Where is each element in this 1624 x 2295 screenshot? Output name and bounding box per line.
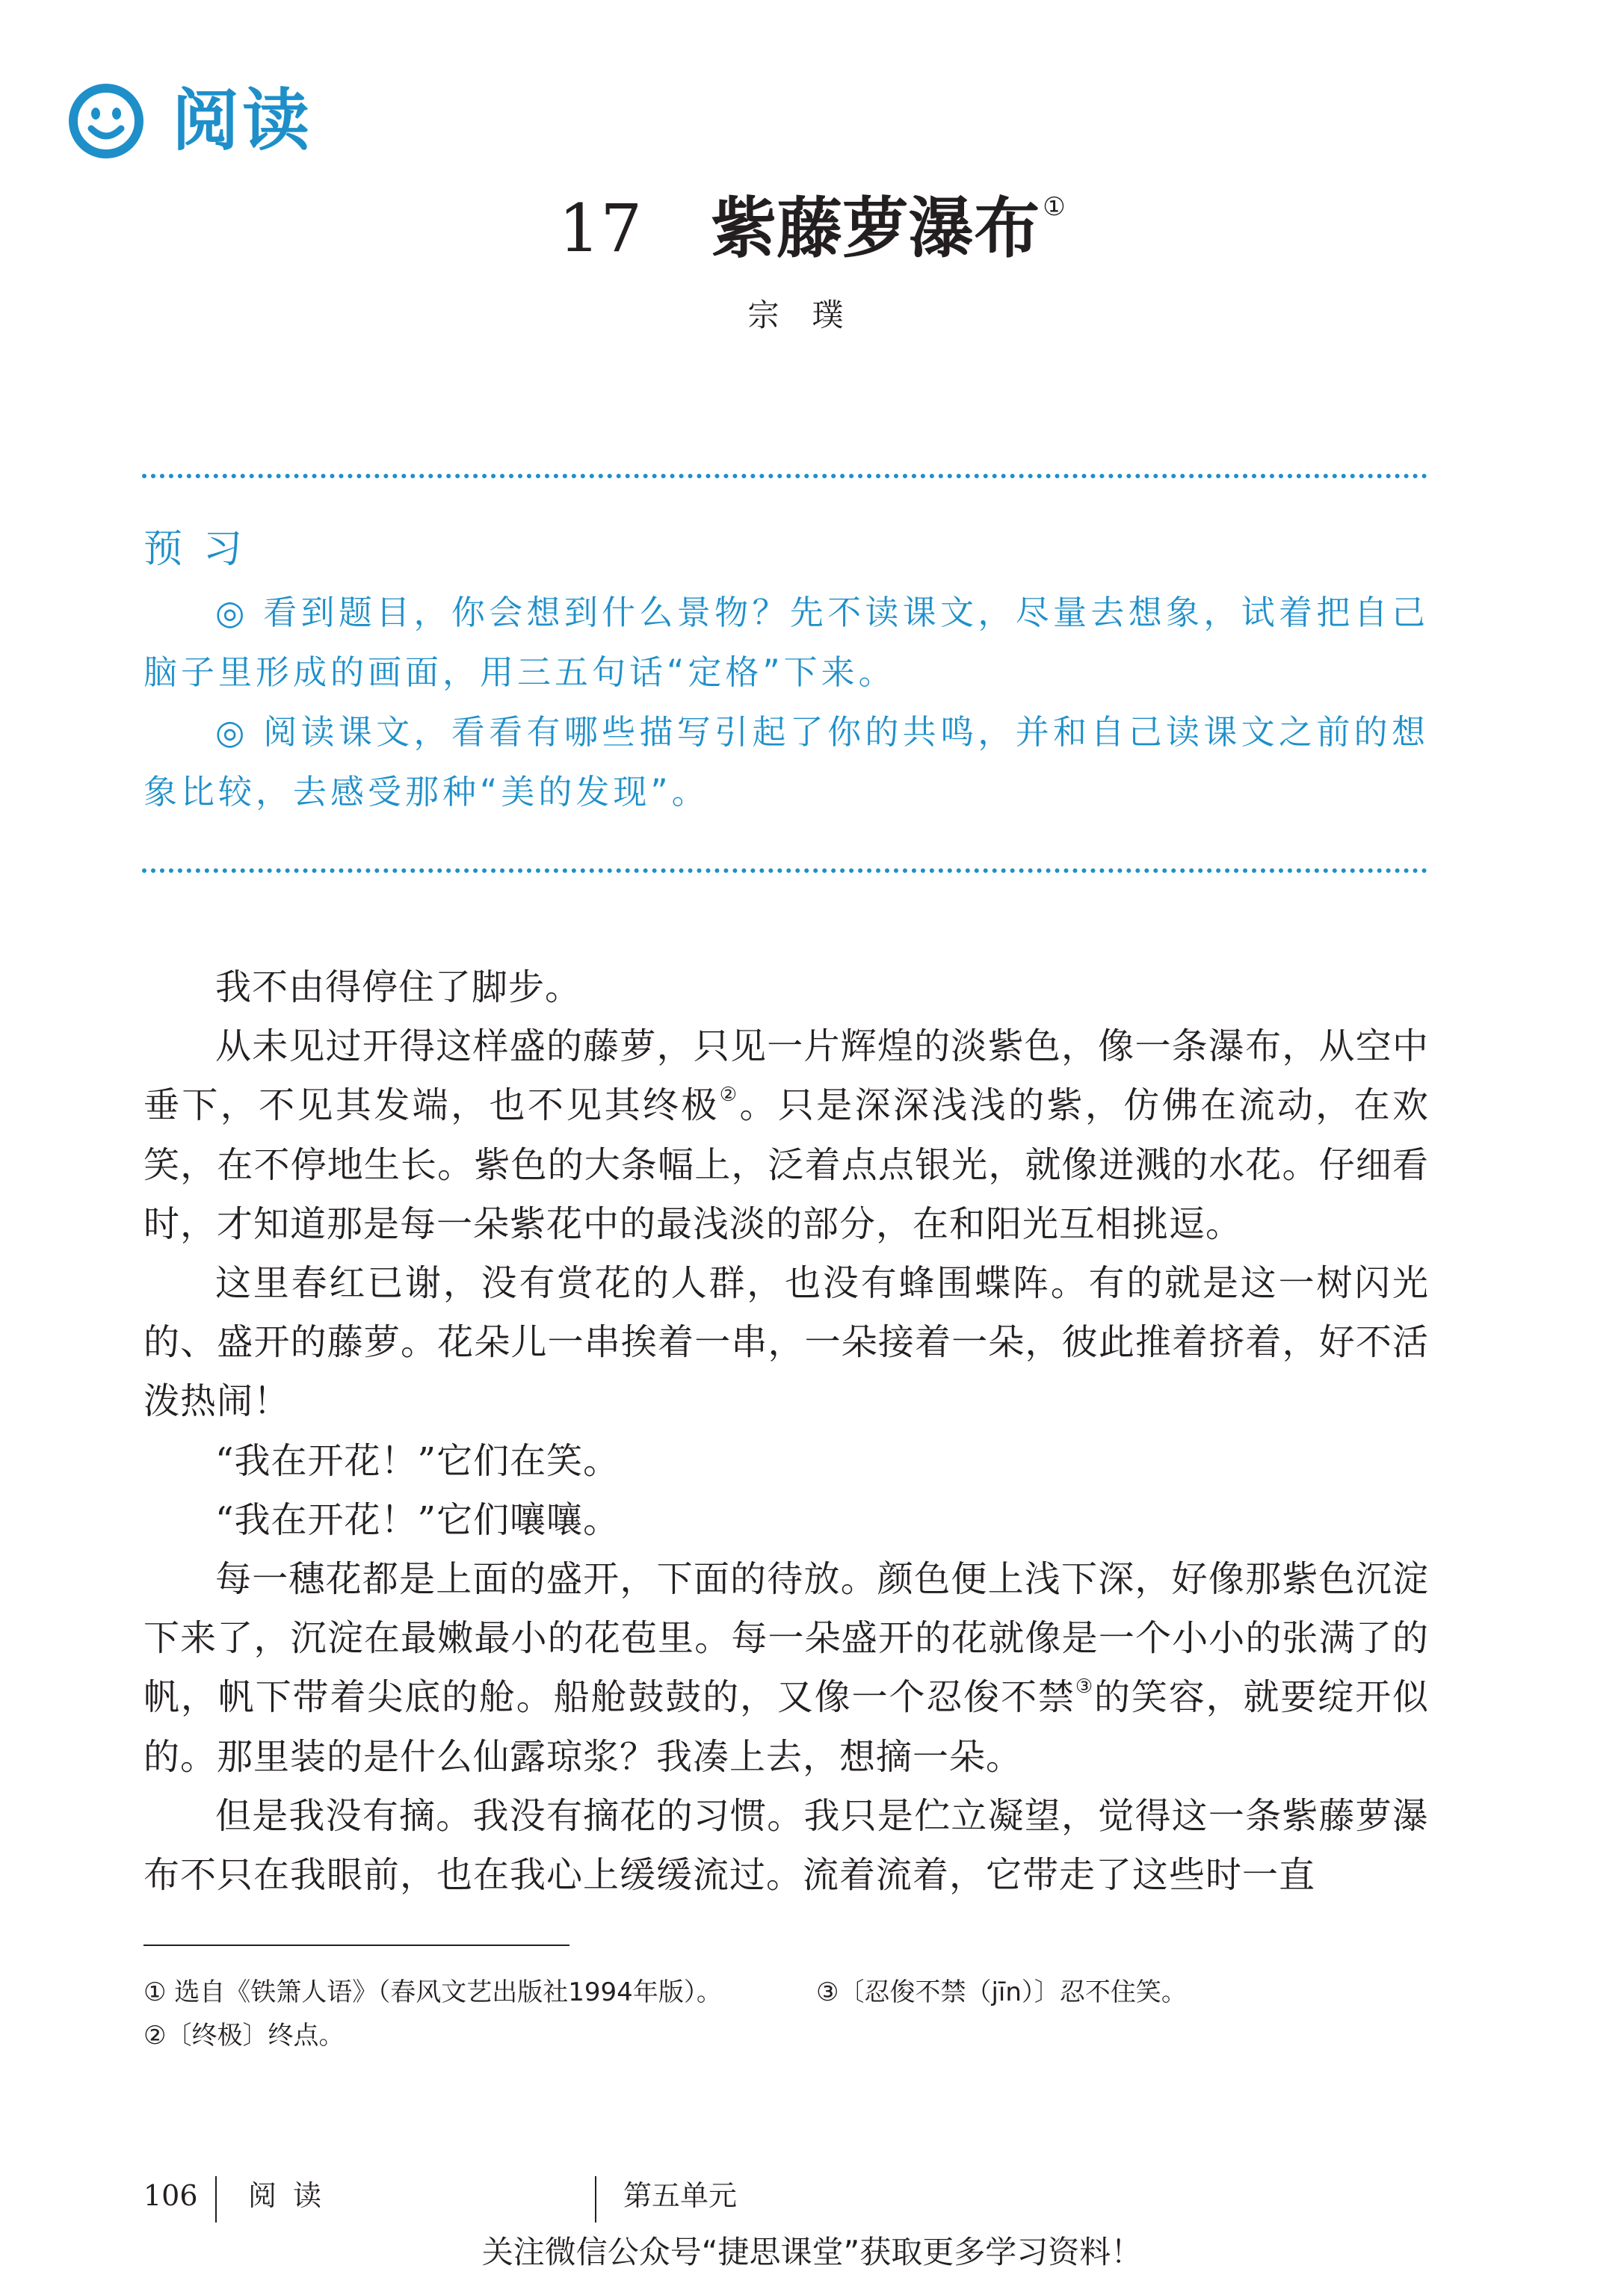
page-number: 106 [143,2179,198,2212]
paragraph-text: 的笑容，就要绽开似的。那里装的是什么仙露琼浆？我凑上去，想摘一朵。 [143,1676,1429,1778]
lesson-title [0,158,1624,277]
paragraph: 但是我没有摘。我没有摘花的习惯。我只是伫立凝望，觉得这一条紫藤萝瀑布不只在我眼前，也在我心上缓缓流过。流着流着，它带走了这些时一直 [143,1794,1429,1897]
footnote-rule [143,1945,569,1946]
footnote-2: ②〔终极〕终点。 [143,2021,345,2051]
paragraph-text: 从未见过开得这样盛的藤萝，只见一片辉煌的淡紫色，像一条瀑布，从空中垂下，不见其发端，也不见其终极 [143,1025,1429,1127]
paragraph: 这里春红已谢，没有赏花的人群，也没有蜂围蝶阵。有的就是这一树闪光的、盛开的藤萝。花朵儿一串挨着一串，一朵接着一朵，彼此推着挤着，好不活泼热闹！ [143,1262,1429,1423]
smiley-icon [69,84,143,158]
footer-section: 阅读 [248,2179,339,2212]
paragraph: “我在开花！”它们在笑。 [215,1439,620,1482]
lesson-number: 17 [558,190,643,267]
preview-heading: 预习 [143,527,264,572]
paragraph: 我不由得停住了脚步。 [215,966,582,1008]
paragraph [143,1550,1429,1787]
paragraph-text: 每一穗花都是上面的盛开，下面的待放。颜色便上浅下深，好像那紫色沉淀下来了，沉淀在最嫩最小的花苞里。每一朵盛开的花就像是一个小小的张满了的帆，帆下带着尖底的舱。船舱鼓鼓的，又像一个忍俊不禁 [143,1558,1429,1719]
footnote-1: ① 选自《铁箫人语》（春风文艺出版社1994年版）。 [143,1977,722,2007]
section-tag [69,81,312,160]
main-text [143,958,1429,1905]
footnote-marker[interactable]: ③ [1075,1675,1094,1699]
title-footnote-marker[interactable]: ① [1043,192,1066,222]
footer-divider [215,2176,217,2223]
dotted-divider-bottom [142,868,1427,873]
preview-item: ◎ 看到题目，你会想到什么景物？先不读课文，尽量去想象，试着把自己脑子里形成的画面，用三五句话“定格”下来。 [143,593,1429,692]
paragraph: “我在开花！”它们嚷嚷。 [215,1498,620,1541]
preview-item: ◎ 阅读课文，看看有哪些描写引起了你的共鸣，并和自己读课文之前的想象比较，去感受那种“美的发现”。 [143,712,1429,812]
section-label: 阅读 [172,81,312,160]
footer-divider [595,2176,596,2223]
paragraph [143,1017,1429,1254]
promo-notice: 关注微信公众号“捷思课堂”获取更多学习资料！ [481,2234,1143,2270]
footnote-marker[interactable]: ② [719,1084,740,1107]
dotted-divider-top [142,474,1427,478]
author: 宗璞 [747,297,877,333]
lesson-title-text: 紫藤萝瀑布 [711,189,1040,267]
footer-unit: 第五单元 [623,2179,738,2212]
preview-body [143,583,1429,822]
footnote-3: ③〔忍俊不禁（jīn）〕忍不住笑。 [816,1977,1187,2007]
paragraph-text: 。只是深深浅浅的紫，仿佛在流动，在欢笑，在不停地生长。紫色的大条幅上，泛着点点银光，就像迸溅的水花。仔细看时，才知道那是每一朵紫花中的最浅淡的部分，在和阳光互相挑逗。 [143,1084,1429,1245]
